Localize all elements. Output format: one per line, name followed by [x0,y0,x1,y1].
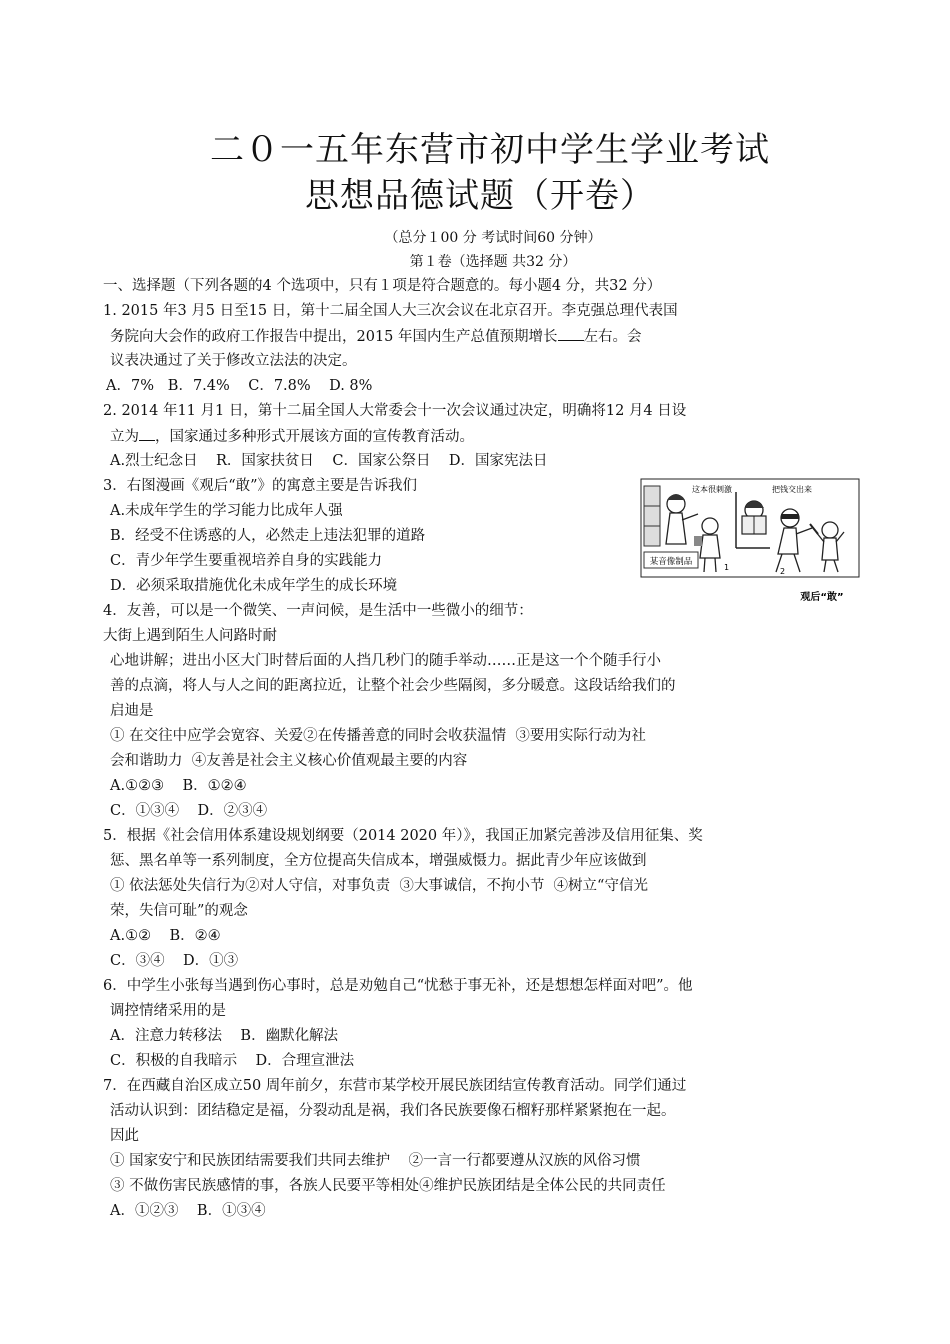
q4-stem-line4: 善的点滴，将人与人之间的距离拉近，让整个社会少些隔阂，多分暖意。这段话给我们的 [110,678,676,694]
q5-stem-line2: 惩、黑名单等一系列制度，全方位提高失信成本，增强威慑力。据此青少年应该做到 [110,853,647,869]
q2-stem-line2b: ，国家通过多种形式开展该方面的宣传教育活动。 [155,429,474,445]
q4-options-cd: C．①③④ D．②③④ [110,803,268,819]
q4-choices-line2: 会和谐助力 ④友善是社会主义核心价值观最主要的内容 [110,753,468,769]
q1-stem-line2a: 务院向大会作的政府工作报告中提出，2015 年国内生产总值预期增长 [110,329,558,345]
q1-answer-blank [558,326,584,341]
q4-stem-line3: 心地讲解；进出小区大门时替后面的人挡几秒门的随手举动……正是这一个个随手行小 [110,653,661,669]
q3-option-b: B．经受不住诱惑的人，必然走上违法犯罪的道路 [110,528,426,544]
q6-options-cd: C．积极的自我暗示 D．合理宣泄法 [110,1053,355,1069]
cartoon-bubble2-text: 把钱交出来 [772,485,812,494]
q4-stem-line2: 大街上遇到陌生人问路时耐 [103,628,277,644]
q1-options: A．7% B．7.4% C．7.8% D. 8% [106,378,373,394]
q4-options-ab: A.①②③ B．①②④ [110,778,247,794]
q4-choices-line1: ① 在交往中应学会宽容、关爱②在传播善意的同时会收获温情 ③要用实际行动为社 [110,728,646,744]
q1-stem-line2b: 左右。会 [583,329,642,345]
cartoon-sign-text: 某音像制品 [649,557,693,567]
q7-stem-line2: 活动认识到：团结稳定是福，分裂动乱是祸，我们各民族要像石榴籽那样紧紧抱在一起。 [110,1103,676,1119]
q4-stem-line5: 启迪是 [110,703,154,719]
section-heading: 一、选择题（下列各题的4 个选项中，只有１项是符合题意的。每小题4 分，共32 分） [103,278,662,294]
q7-stem-line3: 因此 [110,1128,139,1144]
cartoon-illustration [640,478,860,606]
q2-stem-line2 [110,426,474,447]
exam-info: （总分１00 分 考试时间60 分钟） [384,230,602,246]
q2-options: A.烈士纪念日 R．国家扶贫日 C．国家公祭日 D．国家宪法日 [110,453,548,469]
volume-label: 第１卷（选择题 共32 分） [409,254,577,270]
q7-choices-line1: ① 国家安宁和民族团结需要我们共同去维护 ②一言一行都要遵从汉族的风俗习惯 [110,1153,641,1169]
q2-stem-line1: 2. 2014 年11 月1 日，第十二届全国人大常委会十一次会议通过决定，明确将12 月4 日设 [103,403,687,419]
cartoon-bubble1-text: 这本很刺激 [692,485,732,494]
q2-answer-blank [139,426,155,441]
q5-options-cd: C．③④ D．①③ [110,953,239,969]
q3-option-a: A.未成年学生的学习能力比成年人强 [110,503,343,519]
q2-stem-line2a: 立为 [110,429,139,445]
exam-title: 二０一五年东营市初中学生学业考试 [210,130,770,170]
q1-stem-line2 [110,326,642,347]
q1-stem-line1: 1. 2015 年3 月5 日至15 日，第十二届全国人大三次会议在北京召开。李克强总理代表国 [103,303,678,319]
cartoon-panel2-number: 2 [780,567,786,576]
q5-choices-line1: ① 依法惩处失信行为②对人守信，对事负责 ③大事诚信，不拘小节 ④树立“守信光 [110,878,648,894]
q7-choices-line2: ③ 不做伤害民族感情的事，各族人民要平等相处④维护民族团结是全体公民的共同责任 [110,1178,666,1194]
q7-stem-line1: 7．在西藏自治区成立50 周年前夕，东营市某学校开展民族团结宣传教育活动。同学们通过 [103,1078,687,1094]
q6-stem-line2: 调控情绪采用的是 [110,1003,226,1019]
q4-stem-line1: 4．友善，可以是一个微笑、一声问候，是生活中一些微小的细节： [103,603,533,619]
q6-options-ab: A．注意力转移法 B．幽默化解法 [110,1028,339,1044]
cartoon-panel1-number: 1 [724,563,730,572]
q3-option-c: C．青少年学生要重视培养自身的实践能力 [110,553,383,569]
q1-stem-line3: 议表决通过了关于修改立法法的决定。 [110,353,357,369]
q6-stem-line1: 6．中学生小张每当遇到伤心事时，总是劝勉自己“忧愁于事无补，还是想想怎样面对吧”。他 [103,978,693,994]
q3-stem: 3．右图漫画《观后“敢”》的寓意主要是告诉我们 [103,478,418,494]
cartoon-caption: 观后“敢” [800,592,844,603]
q5-choices-line2: 荣，失信可耻”的观念 [110,903,248,919]
q3-option-d: D．必须采取措施优化未成年学生的成长环境 [110,578,398,594]
q5-stem-line1: 5．根据《社会信用体系建设规划纲要（2014 2020 年）》，我国正加紧完善涉及信用征集、奖 [103,828,703,844]
exam-subtitle: 思想品德试题（开卷） [305,176,655,216]
q5-options-ab: A.①② B．②④ [110,928,221,944]
q7-options-ab: A．①②③ B．①③④ [110,1203,266,1219]
